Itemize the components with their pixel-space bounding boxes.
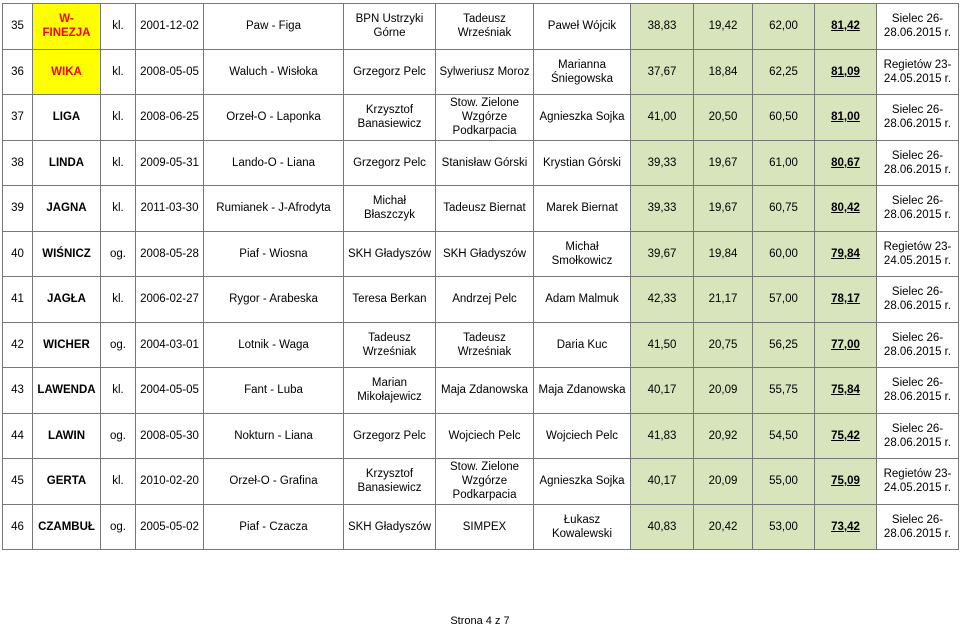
show-location-cell: Sielec 26-28.06.2015 r. (877, 140, 959, 186)
score-1-cell: 38,83 (631, 4, 694, 50)
row-number-cell: 43 (3, 368, 33, 414)
total-score-cell: 81,00 (815, 95, 877, 141)
score-1-cell: 40,17 (631, 368, 694, 414)
show-location-cell: Regietów 23-24.05.2015 r. (877, 459, 959, 505)
show-location-cell: Sielec 26-28.06.2015 r. (877, 322, 959, 368)
score-2-cell: 19,42 (694, 4, 753, 50)
score-3-cell: 57,00 (753, 277, 815, 323)
parents-cell: Orzeł-O - Laponka (204, 95, 344, 141)
row-number-cell: 42 (3, 322, 33, 368)
handler-cell: Łukasz Kowalewski (534, 504, 631, 550)
page-footer: Strona 4 z 7 (450, 615, 510, 627)
parents-cell: Orzeł-O - Grafina (204, 459, 344, 505)
table-row (3, 368, 959, 414)
owner-cell: Tadeusz Biernat (436, 186, 534, 232)
owner-cell: Maja Zdanowska (436, 368, 534, 414)
handler-cell: Adam Malmuk (534, 277, 631, 323)
show-location-cell: Regietów 23-24.05.2015 r. (877, 49, 959, 95)
owner-cell: Sylweriusz Moroz (436, 49, 534, 95)
horse-name-cell: LIGA (33, 95, 101, 141)
owner-cell: Andrzej Pelc (436, 277, 534, 323)
sex-class-cell: og. (101, 504, 136, 550)
handler-cell: Marek Biernat (534, 186, 631, 232)
birth-date-cell: 2011-03-30 (136, 186, 204, 232)
show-location-cell: Regietów 23-24.05.2015 r. (877, 231, 959, 277)
parents-cell: Piaf - Czacza (204, 504, 344, 550)
sex-class-cell: kl. (101, 277, 136, 323)
score-3-cell: 56,25 (753, 322, 815, 368)
breeder-cell: Grzegorz Pelc (344, 413, 436, 459)
table-row (3, 231, 959, 277)
total-score-cell: 79,84 (815, 231, 877, 277)
horse-name-cell: GERTA (33, 459, 101, 505)
parents-cell: Fant - Luba (204, 368, 344, 414)
parents-cell: Waluch - Wisłoka (204, 49, 344, 95)
score-2-cell: 19,67 (694, 140, 753, 186)
breeder-cell: Grzegorz Pelc (344, 49, 436, 95)
horse-name-cell: JAGŁA (33, 277, 101, 323)
score-2-cell: 21,17 (694, 277, 753, 323)
show-location-cell: Sielec 26-28.06.2015 r. (877, 368, 959, 414)
birth-date-cell: 2009-05-31 (136, 140, 204, 186)
total-score-cell: 75,09 (815, 459, 877, 505)
table-row (3, 4, 959, 50)
handler-cell: Michał Smołkowicz (534, 231, 631, 277)
owner-cell: Stanisław Górski (436, 140, 534, 186)
handler-cell: Wojciech Pelc (534, 413, 631, 459)
score-3-cell: 60,00 (753, 231, 815, 277)
score-3-cell: 60,75 (753, 186, 815, 232)
birth-date-cell: 2010-02-20 (136, 459, 204, 505)
sex-class-cell: kl. (101, 368, 136, 414)
owner-cell: SIMPEX (436, 504, 534, 550)
score-1-cell: 40,17 (631, 459, 694, 505)
total-score-cell: 77,00 (815, 322, 877, 368)
score-3-cell: 60,50 (753, 95, 815, 141)
score-2-cell: 19,84 (694, 231, 753, 277)
score-1-cell: 41,50 (631, 322, 694, 368)
row-number-cell: 44 (3, 413, 33, 459)
birth-date-cell: 2005-05-02 (136, 504, 204, 550)
handler-cell: Maja Zdanowska (534, 368, 631, 414)
score-2-cell: 20,75 (694, 322, 753, 368)
show-location-cell: Sielec 26-28.06.2015 r. (877, 277, 959, 323)
table-row (3, 140, 959, 186)
row-number-cell: 46 (3, 504, 33, 550)
parents-cell: Rumianek - J-Afrodyta (204, 186, 344, 232)
breeder-cell: SKH Gładyszów (344, 504, 436, 550)
total-score-cell: 80,42 (815, 186, 877, 232)
total-score-cell: 75,84 (815, 368, 877, 414)
birth-date-cell: 2001-12-02 (136, 4, 204, 50)
sex-class-cell: kl. (101, 4, 136, 50)
owner-cell: Stow. Zielone Wzgórze Podkarpacia (436, 459, 534, 505)
parents-cell: Lotnik - Waga (204, 322, 344, 368)
sex-class-cell: kl. (101, 95, 136, 141)
horse-name-cell: WIŚNICZ (33, 231, 101, 277)
handler-cell: Daria Kuc (534, 322, 631, 368)
total-score-cell: 73,42 (815, 504, 877, 550)
birth-date-cell: 2008-06-25 (136, 95, 204, 141)
breeder-cell: SKH Gładyszów (344, 231, 436, 277)
table-row (3, 277, 959, 323)
sex-class-cell: og. (101, 231, 136, 277)
owner-cell: SKH Gładyszów (436, 231, 534, 277)
score-3-cell: 55,75 (753, 368, 815, 414)
score-1-cell: 41,83 (631, 413, 694, 459)
score-3-cell: 62,25 (753, 49, 815, 95)
score-2-cell: 19,67 (694, 186, 753, 232)
breeder-cell: Teresa Berkan (344, 277, 436, 323)
score-2-cell: 20,50 (694, 95, 753, 141)
horse-name-cell: WIKA (33, 49, 101, 95)
score-1-cell: 39,33 (631, 186, 694, 232)
show-location-cell: Sielec 26-28.06.2015 r. (877, 504, 959, 550)
breeder-cell: Krzysztof Banasiewicz (344, 459, 436, 505)
handler-cell: Agnieszka Sojka (534, 95, 631, 141)
results-table (2, 3, 959, 550)
score-1-cell: 41,00 (631, 95, 694, 141)
parents-cell: Rygor - Arabeska (204, 277, 344, 323)
table-row (3, 413, 959, 459)
score-1-cell: 39,67 (631, 231, 694, 277)
horse-name-cell: LAWIN (33, 413, 101, 459)
show-location-cell: Sielec 26-28.06.2015 r. (877, 95, 959, 141)
sex-class-cell: kl. (101, 186, 136, 232)
show-location-cell: Sielec 26-28.06.2015 r. (877, 413, 959, 459)
score-2-cell: 18,84 (694, 49, 753, 95)
owner-cell: Stow. Zielone Wzgórze Podkarpacia (436, 95, 534, 141)
total-score-cell: 75,42 (815, 413, 877, 459)
table-row (3, 322, 959, 368)
parents-cell: Paw - Figa (204, 4, 344, 50)
row-number-cell: 40 (3, 231, 33, 277)
owner-cell: Tadeusz Wrześniak (436, 4, 534, 50)
parents-cell: Lando-O - Liana (204, 140, 344, 186)
score-1-cell: 39,33 (631, 140, 694, 186)
score-1-cell: 37,67 (631, 49, 694, 95)
owner-cell: Wojciech Pelc (436, 413, 534, 459)
score-2-cell: 20,42 (694, 504, 753, 550)
score-1-cell: 40,83 (631, 504, 694, 550)
row-number-cell: 41 (3, 277, 33, 323)
horse-name-cell: JAGNA (33, 186, 101, 232)
total-score-cell: 81,42 (815, 4, 877, 50)
parents-cell: Piaf - Wiosna (204, 231, 344, 277)
breeder-cell: Krzysztof Banasiewicz (344, 95, 436, 141)
horse-name-cell: W-FINEZJA (33, 4, 101, 50)
breeder-cell: Grzegorz Pelc (344, 140, 436, 186)
table-row (3, 95, 959, 141)
handler-cell: Paweł Wójcik (534, 4, 631, 50)
horse-name-cell: CZAMBUŁ (33, 504, 101, 550)
handler-cell: Agnieszka Sojka (534, 459, 631, 505)
row-number-cell: 38 (3, 140, 33, 186)
total-score-cell: 80,67 (815, 140, 877, 186)
score-2-cell: 20,92 (694, 413, 753, 459)
table-row (3, 49, 959, 95)
sex-class-cell: kl. (101, 140, 136, 186)
birth-date-cell: 2006-02-27 (136, 277, 204, 323)
score-3-cell: 54,50 (753, 413, 815, 459)
breeder-cell: BPN Ustrzyki Górne (344, 4, 436, 50)
birth-date-cell: 2008-05-30 (136, 413, 204, 459)
score-2-cell: 20,09 (694, 459, 753, 505)
breeder-cell: Tadeusz Wrześniak (344, 322, 436, 368)
breeder-cell: Michał Błaszczyk (344, 186, 436, 232)
score-1-cell: 42,33 (631, 277, 694, 323)
horse-name-cell: LAWENDA (33, 368, 101, 414)
row-number-cell: 37 (3, 95, 33, 141)
score-3-cell: 53,00 (753, 504, 815, 550)
breeder-cell: Marian Mikołajewicz (344, 368, 436, 414)
sex-class-cell: og. (101, 413, 136, 459)
birth-date-cell: 2008-05-05 (136, 49, 204, 95)
show-location-cell: Sielec 26-28.06.2015 r. (877, 4, 959, 50)
score-2-cell: 20,09 (694, 368, 753, 414)
total-score-cell: 81,09 (815, 49, 877, 95)
show-location-cell: Sielec 26-28.06.2015 r. (877, 186, 959, 232)
score-3-cell: 55,00 (753, 459, 815, 505)
sex-class-cell: kl. (101, 49, 136, 95)
row-number-cell: 39 (3, 186, 33, 232)
birth-date-cell: 2004-03-01 (136, 322, 204, 368)
table-row (3, 459, 959, 505)
score-3-cell: 61,00 (753, 140, 815, 186)
handler-cell: Krystian Górski (534, 140, 631, 186)
horse-name-cell: LINDA (33, 140, 101, 186)
owner-cell: Tadeusz Wrześniak (436, 322, 534, 368)
row-number-cell: 45 (3, 459, 33, 505)
birth-date-cell: 2008-05-28 (136, 231, 204, 277)
sex-class-cell: og. (101, 322, 136, 368)
total-score-cell: 78,17 (815, 277, 877, 323)
table-body (3, 4, 959, 550)
score-3-cell: 62,00 (753, 4, 815, 50)
birth-date-cell: 2004-05-05 (136, 368, 204, 414)
parents-cell: Nokturn - Liana (204, 413, 344, 459)
row-number-cell: 36 (3, 49, 33, 95)
sex-class-cell: kl. (101, 459, 136, 505)
table-row (3, 186, 959, 232)
horse-name-cell: WICHER (33, 322, 101, 368)
table-row (3, 504, 959, 550)
handler-cell: Marianna Śniegowska (534, 49, 631, 95)
row-number-cell: 35 (3, 4, 33, 50)
